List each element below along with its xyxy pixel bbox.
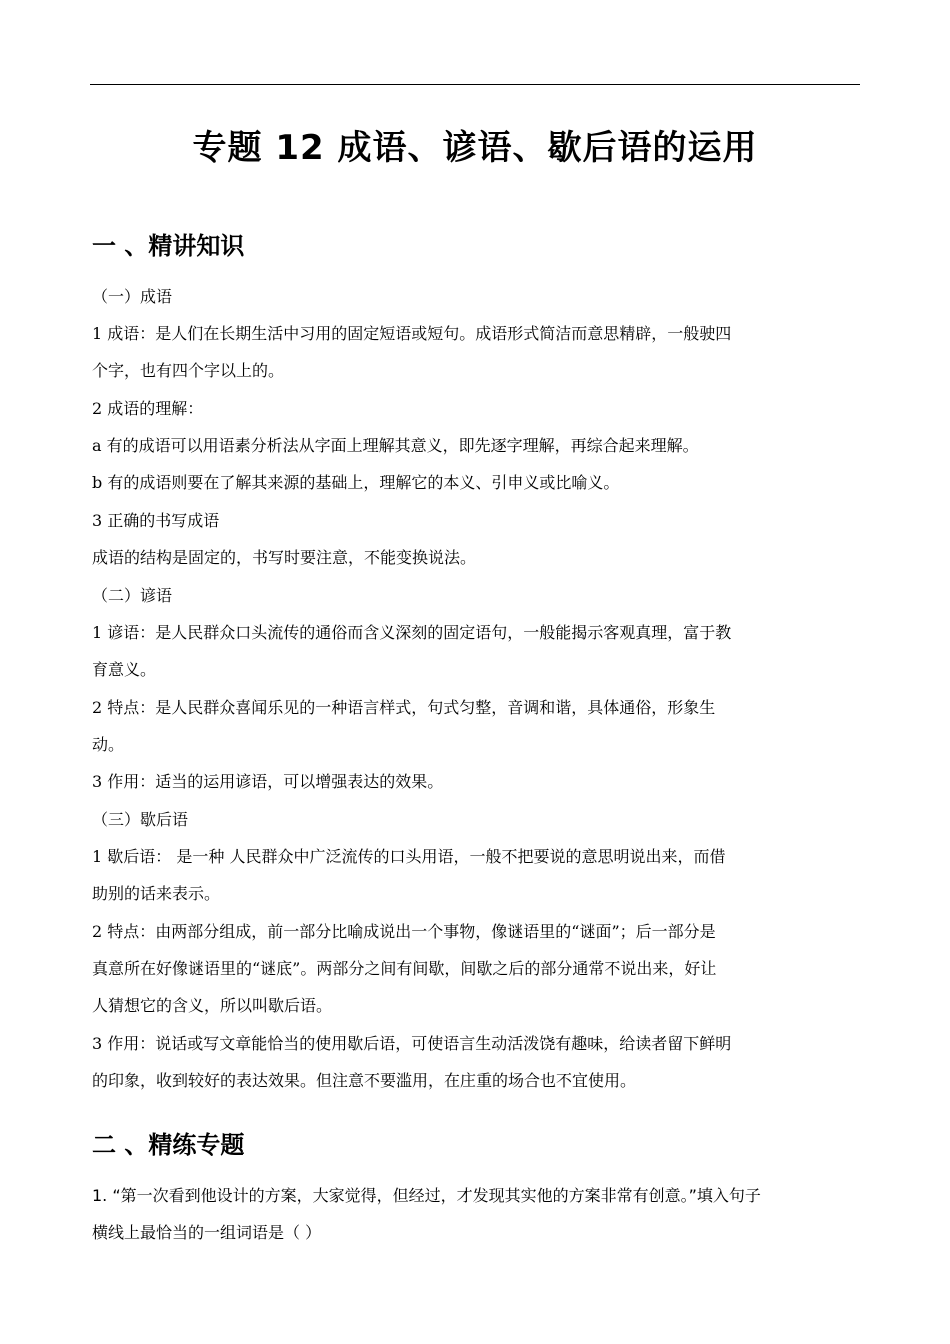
subheading-xiehouyu: （三）歇后语: [92, 810, 189, 829]
paragraph-line: 个字，也有四个字以上的。: [92, 361, 285, 380]
paragraph-line: 1 谚语：是人民群众口头流传的通俗而含义深刻的固定语句，一般能揭示客观真理，富于教: [92, 623, 732, 642]
section-heading-1: 一 、精讲知识: [92, 232, 245, 260]
paragraph-line: 2 特点：是人民群众喜闻乐见的一种语言样式，句式匀整，音调和谐，具体通俗，形象生: [92, 698, 716, 717]
paragraph-line: 成语的结构是固定的，书写时要注意，不能变换说法。: [92, 548, 477, 567]
paragraph-line: 1 歇后语： 是一种 人民群众中广泛流传的口头用语，一般不把要说的意思明说出来，而借: [92, 847, 726, 866]
paragraph-line: 2 成语的理解：: [92, 399, 204, 418]
paragraph-line: 3 正确的书写成语: [92, 511, 220, 530]
header-rule: [90, 84, 860, 85]
paragraph-line: 1 成语：是人们在长期生活中习用的固定短语或短句。成语形式简洁而意思精辟，一般驶四: [92, 324, 732, 343]
paragraph-line: 育意义。: [92, 660, 157, 679]
paragraph-line: 动。: [92, 735, 125, 754]
paragraph-line: 助别的话来表示。: [92, 884, 221, 903]
paragraph-line: 人猜想它的含义，所以叫歇后语。: [92, 996, 333, 1015]
subheading-proverbs: （二）谚语: [92, 586, 173, 605]
paragraph-line: b 有的成语则要在了解其来源的基础上，理解它的本义、引申义或比喻义。: [92, 473, 620, 492]
paragraph-line: 3 作用：适当的运用谚语，可以增强表达的效果。: [92, 772, 444, 791]
paragraph-line: a 有的成语可以用语素分析法从字面上理解其意义，即先逐字理解，再综合起来理解。: [92, 436, 699, 455]
paragraph-line: 的印象，收到较好的表达效果。但注意不要滥用，在庄重的场合也不宜使用。: [92, 1071, 637, 1090]
paragraph-line: 真意所在好像谜语里的“谜底”。两部分之间有间歇，间歇之后的部分通常不说出来，好让: [92, 959, 717, 978]
question-line: 横线上最恰当的一组词语是（ ）: [92, 1223, 322, 1242]
paragraph-line: 3 作用：说话或写文章能恰当的使用歇后语，可使语言生动活泼饶有趣味，给读者留下鲜明: [92, 1034, 732, 1053]
section-heading-2: 二 、精练专题: [92, 1131, 245, 1159]
page-title: 专题 12 成语、谚语、歇后语的运用: [192, 128, 758, 168]
question-line: 1. “第一次看到他设计的方案，大家觉得，但经过，才发现其实他的方案非常有创意。”填入句子: [92, 1186, 761, 1205]
paragraph-line: 2 特点：由两部分组成，前一部分比喻成说出一个事物，像谜语里的“谜面”；后一部分是: [92, 922, 716, 941]
subheading-idioms: （一）成语: [92, 287, 173, 306]
